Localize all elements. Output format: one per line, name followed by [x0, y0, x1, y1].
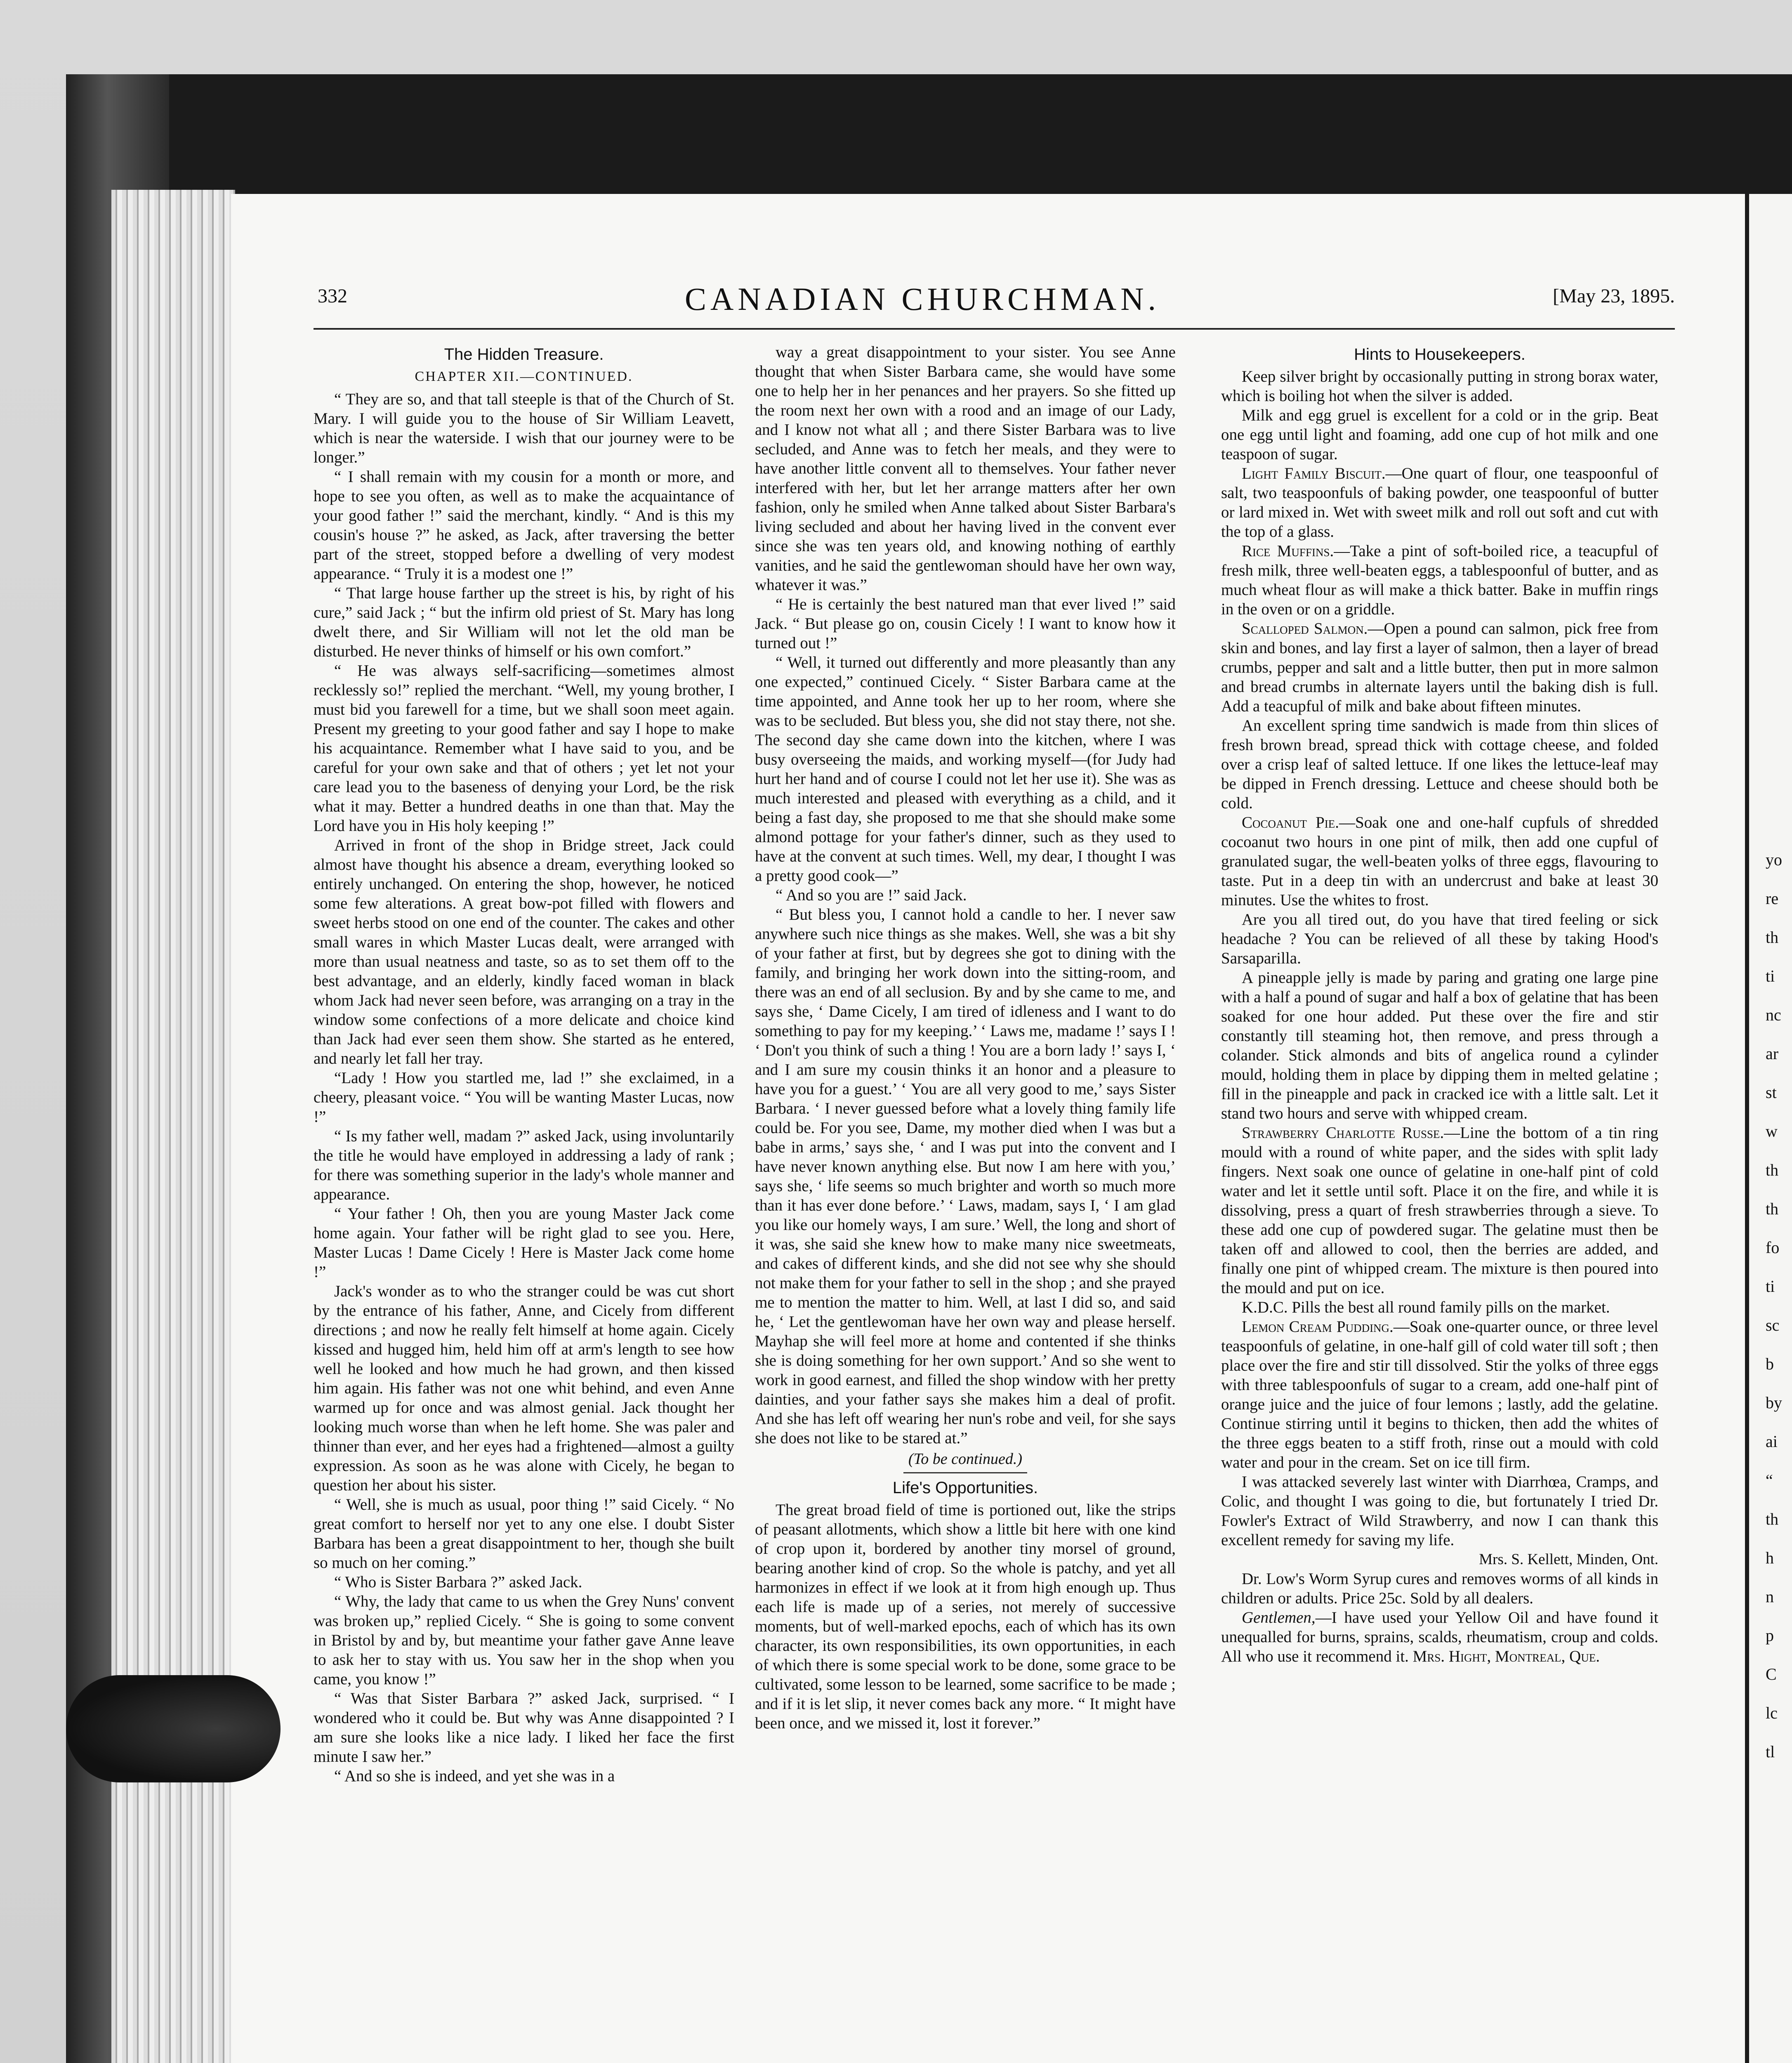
paragraph: “ He was always self-sacrificing—sometimes almost recklessly so!” replied the merchant. “Well, my young brother, I must bid you farewell for a time, but we shall soon meet again. Present my greeting to your good father and say I hope to make his acquaintance. Remember what I have said to you, and be careful for your own sake and that of others ; yet let not your care lead you to the baseness of denying your Lord, be the risk what it may. Better a hundred deaths in one than that. May the Lord have you in His holy keeping !” — [314, 662, 734, 835]
testimonial-signature: Mrs. Hight, Montreal, Que. — [1412, 1648, 1600, 1665]
edge-fragment: w — [1766, 1122, 1778, 1140]
edge-fragment: yo — [1766, 850, 1782, 869]
hint-lead: Cocoanut Pie. — [1242, 814, 1339, 831]
testimonial-text: —I have used your Yellow Oil and have found it unequalled for burns, sprains, scalds, rheumatism, croup and colds. All who use it recommend it. — [1221, 1609, 1658, 1665]
hint-item — [1221, 367, 1658, 406]
hint-text: —One quart of flour, one teaspoonful of salt, two teaspoonfuls of baking powder, one teaspoonful of butter or lard mixed in. Wet with sweet milk and roll out soft and cut with the top of a glass. — [1221, 465, 1658, 541]
hint-item — [1221, 406, 1658, 464]
paragraph: Jack's wonder as to who the stranger could be was cut short by the entrance of his father, Anne, and Cicely from different directions ; and now he really felt himself at home again. Cicely kissed and hugged him, held him off at arm's length to see how well he looked and how much he had grown, and then kissed him again. His father was not one whit behind, and even Anne warmed up for once and was almost genial. Jack thought her looking much worse than when he left home. She was paler and thinner than ever, and her eyes had a frightened—almost a guilty expression. As soon as he was alone with Cicely, he began to question her about his sister. — [314, 1282, 734, 1494]
hint-item — [1221, 716, 1658, 813]
next-page-fragments — [1766, 850, 1792, 1781]
header-rule — [314, 328, 1675, 330]
masthead: CANADIAN CHURCHMAN. — [685, 281, 1160, 317]
hint-text: Milk and egg gruel is excellent for a cold or in the grip. Beat one egg until light and foaming, add one cup of hot milk and one teaspoon of sugar. — [1221, 406, 1658, 463]
hint-lead: Rice Muffins. — [1242, 542, 1334, 560]
paragraph: “ That large house farther up the street is his, by right of his cure,” said Jack ; “ but the infirm old priest of St. Mary has long dwelt there, and Sir William will not let the old man be disturbed. He never thinks of himself or his own comfort.” — [314, 584, 734, 660]
hint-text: An excellent spring time sandwich is made from thin slices of fresh brown bread, spread thick with cottage cheese, and folded over a crisp leaf of salted lettuce. If one likes the lettuce-leaf may be dipped in French dressing. Lettuce and cheese should both be cold. — [1221, 717, 1658, 812]
edge-fragment: nc — [1766, 1006, 1781, 1024]
hint-item — [1221, 1298, 1658, 1317]
hint-text: —Soak one-quarter ounce, or three level teaspoonfuls of gelatine, in one-half gill of cold water till soft ; then place over the fire and stir till dissolved. Stir the yolks of three eggs with three tablespoonfuls of sugar to a cream, add one-half pint of orange juice and the juice of four lemons ; lastly, add the gelatine. Continue stirring until it begins to thicken, then add the whites of the three eggs beaten to a stiff froth, rinse out a mould with cold water and pour in the cream. Set on ice till firm. — [1221, 1318, 1658, 1471]
hint-lead: Scalloped Salmon. — [1242, 620, 1368, 637]
hint-lead: Light Family Biscuit. — [1242, 465, 1386, 482]
edge-fragment: n — [1766, 1587, 1774, 1606]
thumb-holding-page — [66, 1675, 281, 1782]
edge-fragment: h — [1766, 1548, 1774, 1567]
hint-item — [1221, 968, 1658, 1123]
edge-fragment: ti — [1766, 967, 1775, 985]
paragraph: “ Why, the lady that came to us when the Grey Nuns' convent was broken up,” replied Cicely. “ She is going to some convent in Bristol by and by, but meantime your father gave Anne leave to ask her to stay with us. You saw her in the shop when you came, you know !” — [314, 1593, 734, 1688]
paragraph: “ But bless you, I cannot hold a candle to her. I never saw anywhere such nice things as she makes. Well, she was a bit shy of your father at first, but by degrees she got to dining with the family, and bringing her work down into the sitting-room, and there was an end of all seclusion. By and by she came to me, and says she, ‘ Dame Cicely, I am tired of idleness and I want to do something to pay for my keeping.’ ‘ Laws me, madame !’ says I ! ‘ Don't you think of such a thing ! You are a born lady !’ says I, ‘ and I am sure my cousin thinks it an honor and a pleasure to have you for a guest.’ ‘ You are all very good to me,’ says Sister Barbara. ‘ I never guessed before what a lovely thing family life could be. For you see, Dame, my mother died when I was but a babe in arms,’ says she, ‘ and I was put into the convent and I have never known anything else. But now I am here with you,’ says she, ‘ life seems so much brighter and worth so much more than it has ever done before.’ ‘ Laws, madam, says I, ‘ I am glad you like our homely ways, I am sure.’ Well, the long and short of it was, she said she knew how to make many nice sweetmeats, and cakes of different kinds, and she did not see why she should not make them for your father to sell in the shop ; and she prayed me to mention the matter to him. Well, at last I did so, and said he, ‘ Let the gentlewoman have her own way and please herself. Mayhap she will feel more at home and contented if she thinks she is doing something for her own support.’ And so she went to work in good earnest, and filled the shop window with her pretty dainties, and your father says she makes him a deal of profit. And she has left off wearing her nun's robe and veil, for she says she does not like to be stared at.” — [755, 906, 1176, 1447]
hint-text: —Open a pound can salmon, pick free from skin and bones, and lay first a layer of salmon, then a layer of bread crumbs, pepper and salt and a little butter, then put in more salmon and bread crumbs in alternate layers until the baking dish is full. Add a teacupful of milk and bake about fifteen minutes. — [1221, 620, 1658, 715]
column-2 — [755, 342, 1176, 1733]
hint-item — [1221, 1123, 1658, 1298]
hints-list — [1221, 367, 1658, 1550]
edge-fragment: re — [1766, 889, 1779, 908]
edge-fragment: th — [1766, 1161, 1779, 1179]
edge-fragment: b — [1766, 1355, 1774, 1373]
hint-text: —Line the bottom of a tin ring mould with a round of white paper, and the sides with split lady fingers. Next soak one ounce of gelatine in one-half pint of cold water and let it settle until soft. Place it on the fire, and while it is dissolving, press a quart of fresh strawberries through a sieve. To these add one cup of powdered sugar. The gelatine must then be taken off and allowed to cool, then the berries are added, and finally one pint of whipped cream. The mixture is then poured into the mould and put on ice. — [1221, 1124, 1658, 1297]
hint-item — [1221, 813, 1658, 910]
hint-text: Are you all tired out, do you have that tired feeling or sick headache ? You can be relieved of all these by taking Hood's Sarsaparilla. — [1221, 911, 1658, 967]
issue-date: [May 23, 1895. — [1553, 285, 1675, 307]
paragraph: “ Your father ! Oh, then you are young Master Jack come home again. Your father will be right glad to see you. Here, Master Lucas ! Dame Cicely ! Here is Master Jack come home !” — [314, 1205, 734, 1281]
article-body — [314, 389, 734, 1786]
paragraph: “ Is my father well, madam ?” asked Jack, using involuntarily the title he would have employed in addressing a lady of rank ; for there was something superior in the lady's whole manner and appearance. — [314, 1127, 734, 1203]
edge-fragment: “ — [1766, 1471, 1773, 1489]
advertisement: Dr. Low's Worm Syrup cures and removes worms of all kinds in children or adults. Price 25c. Sold by all dealers. — [1221, 1570, 1658, 1607]
column-3 — [1221, 342, 1658, 1666]
paragraph: “ And so she is indeed, and yet she was in a — [334, 1767, 615, 1785]
edge-fragment: ai — [1766, 1432, 1778, 1451]
edge-fragment: p — [1766, 1626, 1774, 1645]
hint-text: I was attacked severely last winter with Diarrhœa, Cramps, and Colic, and thought I was going to die, but fortunately I tried Dr. Fowler's Extract of Wild Strawberry, and now I can thank this excellent remedy for saving my life. — [1221, 1473, 1658, 1549]
edge-fragment: th — [1766, 1199, 1779, 1218]
edge-fragment: st — [1766, 1083, 1777, 1102]
section-rule — [903, 1472, 1027, 1473]
article-continuation — [755, 342, 1176, 1448]
hint-item — [1221, 910, 1658, 968]
paragraph: “ Well, she is much as usual, poor thing !” said Cicely. “ No great comfort to herself nor yet to any one else. I doubt Sister Barbara has been a great disappointment to her, though she built so much on her coming.” — [314, 1496, 734, 1572]
section-body — [755, 1500, 1176, 1733]
chapter-subtitle: CHAPTER XII.—CONTINUED. — [415, 369, 633, 384]
edge-fragment: ti — [1766, 1277, 1775, 1296]
hint-item — [1221, 1472, 1658, 1550]
hint-item — [1221, 619, 1658, 716]
paragraph: “ Who is Sister Barbara ?” asked Jack. — [334, 1573, 582, 1591]
paragraph: The great broad field of time is portioned out, like the strips of peasant allotments, which show a little bit here with one kind of crop upon it, bordered by another tiny morsel of ground, bearing another kind of crop. So the whole is patchy, and yet all harmonizes in effect if we look at it from high enough up. Thus each life is made up of a series, not merely of successive moments, but of well-marked epochs, each of which has its own character, its own responsibilities, its own opportunities, in each of which there is some special work to be done, some grace to be cultivated, some lesson to be learned, some sacrifice to be made ; and if it is let slip, it never comes back any more. “ It might have been once, and we missed it, lost it forever.” — [755, 1501, 1176, 1732]
edge-fragment: fo — [1766, 1238, 1780, 1257]
paragraph: “ He is certainly the best natured man that ever lived !” said Jack. “ But please go on, cousin Cicely ! I want to know how it turned out !” — [755, 595, 1176, 652]
hint-lead: Strawberry Charlotte Russe. — [1242, 1124, 1444, 1142]
edge-fragment: th — [1766, 1510, 1779, 1528]
section-title: Life's Opportunities. — [892, 1479, 1038, 1497]
hint-text: K.D.C. Pills the best all round family pills on the market. — [1242, 1298, 1610, 1316]
paragraph: way a great disappointment to your sister. You see Anne thought that when Sister Barbara came, she would have some one to help her in her penances and her prayers. So she fitted up the room next her own with a rood and an image of our Lady, and I know not what all ; and there Sister Barbara was to live secluded, and Anne was to fetch her meals, and they were to have another little convent all to themselves. Your father never interfered with her, but let her arrange matters after her own fashion, only he smiled when Anne talked about Sister Barbara's living secluded and about her having lived in the convent ever since she was ten years old, and knowing nothing of earthly vanities, and he said the gentlewoman should have her own way, whatever it was.” — [755, 343, 1176, 594]
salutation: Gentlemen, — [1242, 1609, 1316, 1626]
hint-item — [1221, 541, 1658, 619]
article-title: The Hidden Treasure. — [444, 345, 604, 364]
paragraph: “ Well, it turned out differently and more pleasantly than any one expected,” continued Cicely. “ Sister Barbara came at the time appointed, and Anne took her up to her room, where she was to be secluded. But bless you, she did not stay there, not she. The second day she came down into the kitchen, where I was busy overseeing the maids, and working myself—(for Judy had hurt her hand and of course I could not let her use it). She was as much interested and pleased with everything as a child, and it being a fast day, she proposed to me that she should make some almond pottage for your father's dinner, such as they used to have at the convent at such times. Well, my dear, I thought I was a pretty good cook—” — [755, 654, 1176, 885]
paragraph: “ I shall remain with my cousin for a month or more, and hope to see you often, as well as to make the acquaintance of your good father !” said the merchant, kindly. “ And is this my cousin's house ?” he asked, as Jack, after traversing the better part of the street, stopped before a dwelling of very modest appearance. “ Truly it is a modest one !” — [314, 468, 734, 583]
hint-text: Keep silver bright by occasionally putting in strong borax water, which is boiling hot when the silver is added. — [1221, 368, 1658, 405]
column-1 — [314, 342, 734, 1786]
edge-fragment: lc — [1766, 1704, 1778, 1722]
edge-fragment: th — [1766, 928, 1779, 947]
edge-fragment: sc — [1766, 1316, 1780, 1334]
edge-fragment: C — [1766, 1665, 1777, 1683]
page-header — [314, 281, 1675, 326]
paragraph: “ Was that Sister Barbara ?” asked Jack, surprised. “ I wondered who it could be. But why was Anne disappointed ? I am sure she looks like a nice lady. I liked her face the first minute I saw her.” — [314, 1690, 734, 1766]
hint-lead: Lemon Cream Pudding. — [1242, 1318, 1394, 1336]
paragraph: “Lady ! How you startled me, lad !” she exclaimed, in a cheery, pleasant voice. “ You will be wanting Master Lucas, now !” — [314, 1069, 734, 1126]
edge-fragment: ar — [1766, 1044, 1779, 1063]
section-title: Hints to Housekeepers. — [1354, 345, 1526, 364]
edge-fragment: tl — [1766, 1742, 1775, 1761]
paragraph: “ They are so, and that tall steeple is that of the Church of St. Mary. I will guide you to the house of Sir William Leavett, which is near the waterside. I wish that our journey were to be longer.” — [314, 390, 734, 466]
testimonial — [1221, 1608, 1658, 1666]
hint-text: —Soak one and one-half cupfuls of shredded cocoanut two hours in one pint of milk, then add one cupful of granulated sugar, the well-beaten yolks of three eggs, flavouring to taste. Put in a deep tin with an undercrust and bake at least 30 minutes. Use the whites to frost. — [1221, 814, 1658, 909]
hint-text: A pineapple jelly is made by paring and grating one large pine with a half a pound of sugar and half a box of gelatine that has been soaked for one hour added. Put these over the fire and stir constantly till steaming hot, then remove, and press through a colander. Stick almonds and bits of angelica round a cylinder mould, holding them in place by dipping them in melted gelatine ; fill in the pineapple and pack in cracked ice with a little salt. Let it stand two hours and serve with whipped cream. — [1221, 969, 1658, 1122]
to-be-continued: (To be continued.) — [908, 1450, 1023, 1468]
page-number: 332 — [318, 285, 347, 307]
paragraph: Arrived in front of the shop in Bridge street, Jack could almost have thought his absence a dream, everything looked so entirely unchanged. On entering the shop, however, he noticed some few alterations. A great bow-pot filled with flowers and sweet herbs stood on one end of the counter. The cakes and other small wares in which Master Lucas dealt, were arranged with more than usual neatness and taste, so as to set them off to the best advantage, and an elderly, kindly faced woman in black whom Jack had never seen before, was arranging on a tray in the window some confections of a more delicate and choice kind than Jack had ever seen them show. She started as he entered, and nearly let fall her tray. — [314, 836, 734, 1067]
hint-item — [1221, 1317, 1658, 1472]
hint-item — [1221, 464, 1658, 541]
testimonial-signature: Mrs. S. Kellett, Minden, Ont. — [1479, 1551, 1658, 1568]
edge-fragment: by — [1766, 1393, 1782, 1412]
paragraph: “ And so you are !” said Jack. — [776, 886, 967, 904]
hint-text: —Take a pint of soft-boiled rice, a teacupful of fresh milk, three well-beaten eggs, a tablespoonful of butter, and as much wheat flour as will make a thick batter. Bake in muffin rings in the oven or on a griddle. — [1221, 542, 1658, 618]
